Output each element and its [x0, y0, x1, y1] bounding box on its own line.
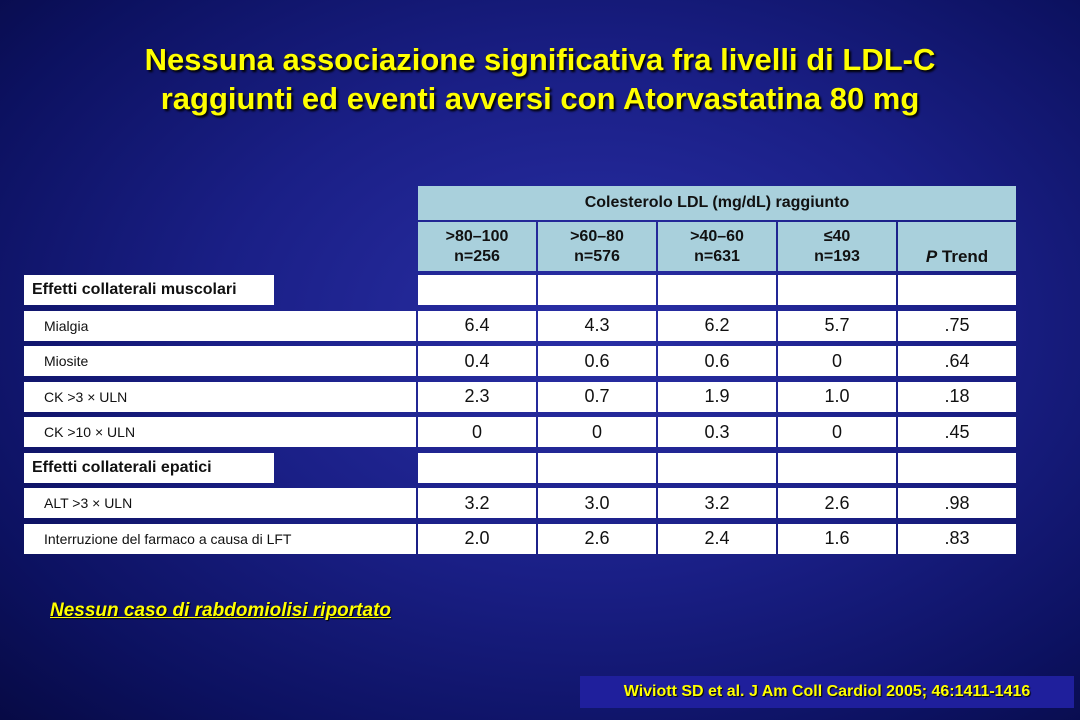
- column-n: n=256: [454, 247, 500, 265]
- row-label: Miosite: [24, 346, 416, 376]
- table-cell: 0.6: [658, 346, 776, 376]
- column-header-80-100: [418, 222, 536, 271]
- p-trend-label: [926, 247, 988, 271]
- table-cell: .64: [898, 346, 1016, 376]
- row-label: Interruzione del farmaco a causa di LFT: [24, 524, 416, 554]
- trend-word: Trend: [937, 247, 989, 266]
- footnote: Nessun caso di rabdomiolisi riportato: [50, 600, 392, 621]
- column-range: >80–100: [445, 227, 509, 245]
- row-label: CK >3 × ULN: [24, 382, 416, 412]
- empty-cell: [778, 453, 896, 483]
- empty-cell: [418, 275, 536, 305]
- column-header-le40: [778, 222, 896, 271]
- empty-cell: [778, 275, 896, 305]
- table-cell: .45: [898, 417, 1016, 447]
- table-cell: 3.2: [418, 488, 536, 518]
- table-cell: 0.6: [538, 346, 656, 376]
- table-cell: 3.2: [658, 488, 776, 518]
- column-range: >60–80: [570, 227, 624, 245]
- empty-cell: [538, 453, 656, 483]
- column-header-60-80: [538, 222, 656, 271]
- table-cell: 2.3: [418, 382, 536, 412]
- column-n: n=631: [694, 247, 740, 265]
- table-cell: 0: [418, 417, 536, 447]
- empty-cell: [658, 453, 776, 483]
- citation: Wiviott SD et al. J Am Coll Cardiol 2005; 46:1411-1416: [580, 676, 1074, 708]
- table-cell: 2.6: [778, 488, 896, 518]
- table-cell: 1.0: [778, 382, 896, 412]
- column-n: n=193: [814, 247, 860, 265]
- table-cell: 0: [778, 417, 896, 447]
- table-cell: 5.7: [778, 311, 896, 341]
- table-cell: .75: [898, 311, 1016, 341]
- empty-cell: [418, 453, 536, 483]
- column-range: >40–60: [690, 227, 744, 245]
- section-header: Effetti collaterali epatici: [24, 453, 274, 483]
- empty-cell: [658, 275, 776, 305]
- table-cell: 1.6: [778, 524, 896, 554]
- column-range: ≤40: [823, 227, 851, 245]
- table-cell: 0.7: [538, 382, 656, 412]
- column-header-p-trend: [898, 222, 1016, 271]
- row-label: CK >10 × ULN: [24, 417, 416, 447]
- title-line-2: raggiunti ed eventi avversi con Atorvastatina 80 mg: [160, 81, 920, 116]
- table-cell: 0.4: [418, 346, 536, 376]
- table-cell: 3.0: [538, 488, 656, 518]
- table-cell: .18: [898, 382, 1016, 412]
- empty-cell: [898, 275, 1016, 305]
- row-label: Mialgia: [24, 311, 416, 341]
- table-cell: 2.6: [538, 524, 656, 554]
- table-group-header: Colesterolo LDL (mg/dL) raggiunto: [418, 186, 1016, 220]
- table-cell: 6.2: [658, 311, 776, 341]
- table-cell: 2.0: [418, 524, 536, 554]
- slide-title: [0, 40, 1080, 118]
- section-header: Effetti collaterali muscolari: [24, 275, 274, 305]
- table-cell: 0: [778, 346, 896, 376]
- table-cell: 1.9: [658, 382, 776, 412]
- column-header-40-60: [658, 222, 776, 271]
- table-cell: 0: [538, 417, 656, 447]
- p-symbol: P: [925, 247, 938, 266]
- table-cell: 6.4: [418, 311, 536, 341]
- title-line-1: Nessuna associazione significativa fra livelli di LDL-C: [144, 42, 936, 77]
- table-cell: .98: [898, 488, 1016, 518]
- empty-cell: [538, 275, 656, 305]
- table-cell: .83: [898, 524, 1016, 554]
- row-label: ALT >3 × ULN: [24, 488, 416, 518]
- table-cell: 0.3: [658, 417, 776, 447]
- column-n: n=576: [574, 247, 620, 265]
- table-cell: 2.4: [658, 524, 776, 554]
- empty-cell: [898, 453, 1016, 483]
- table-cell: 4.3: [538, 311, 656, 341]
